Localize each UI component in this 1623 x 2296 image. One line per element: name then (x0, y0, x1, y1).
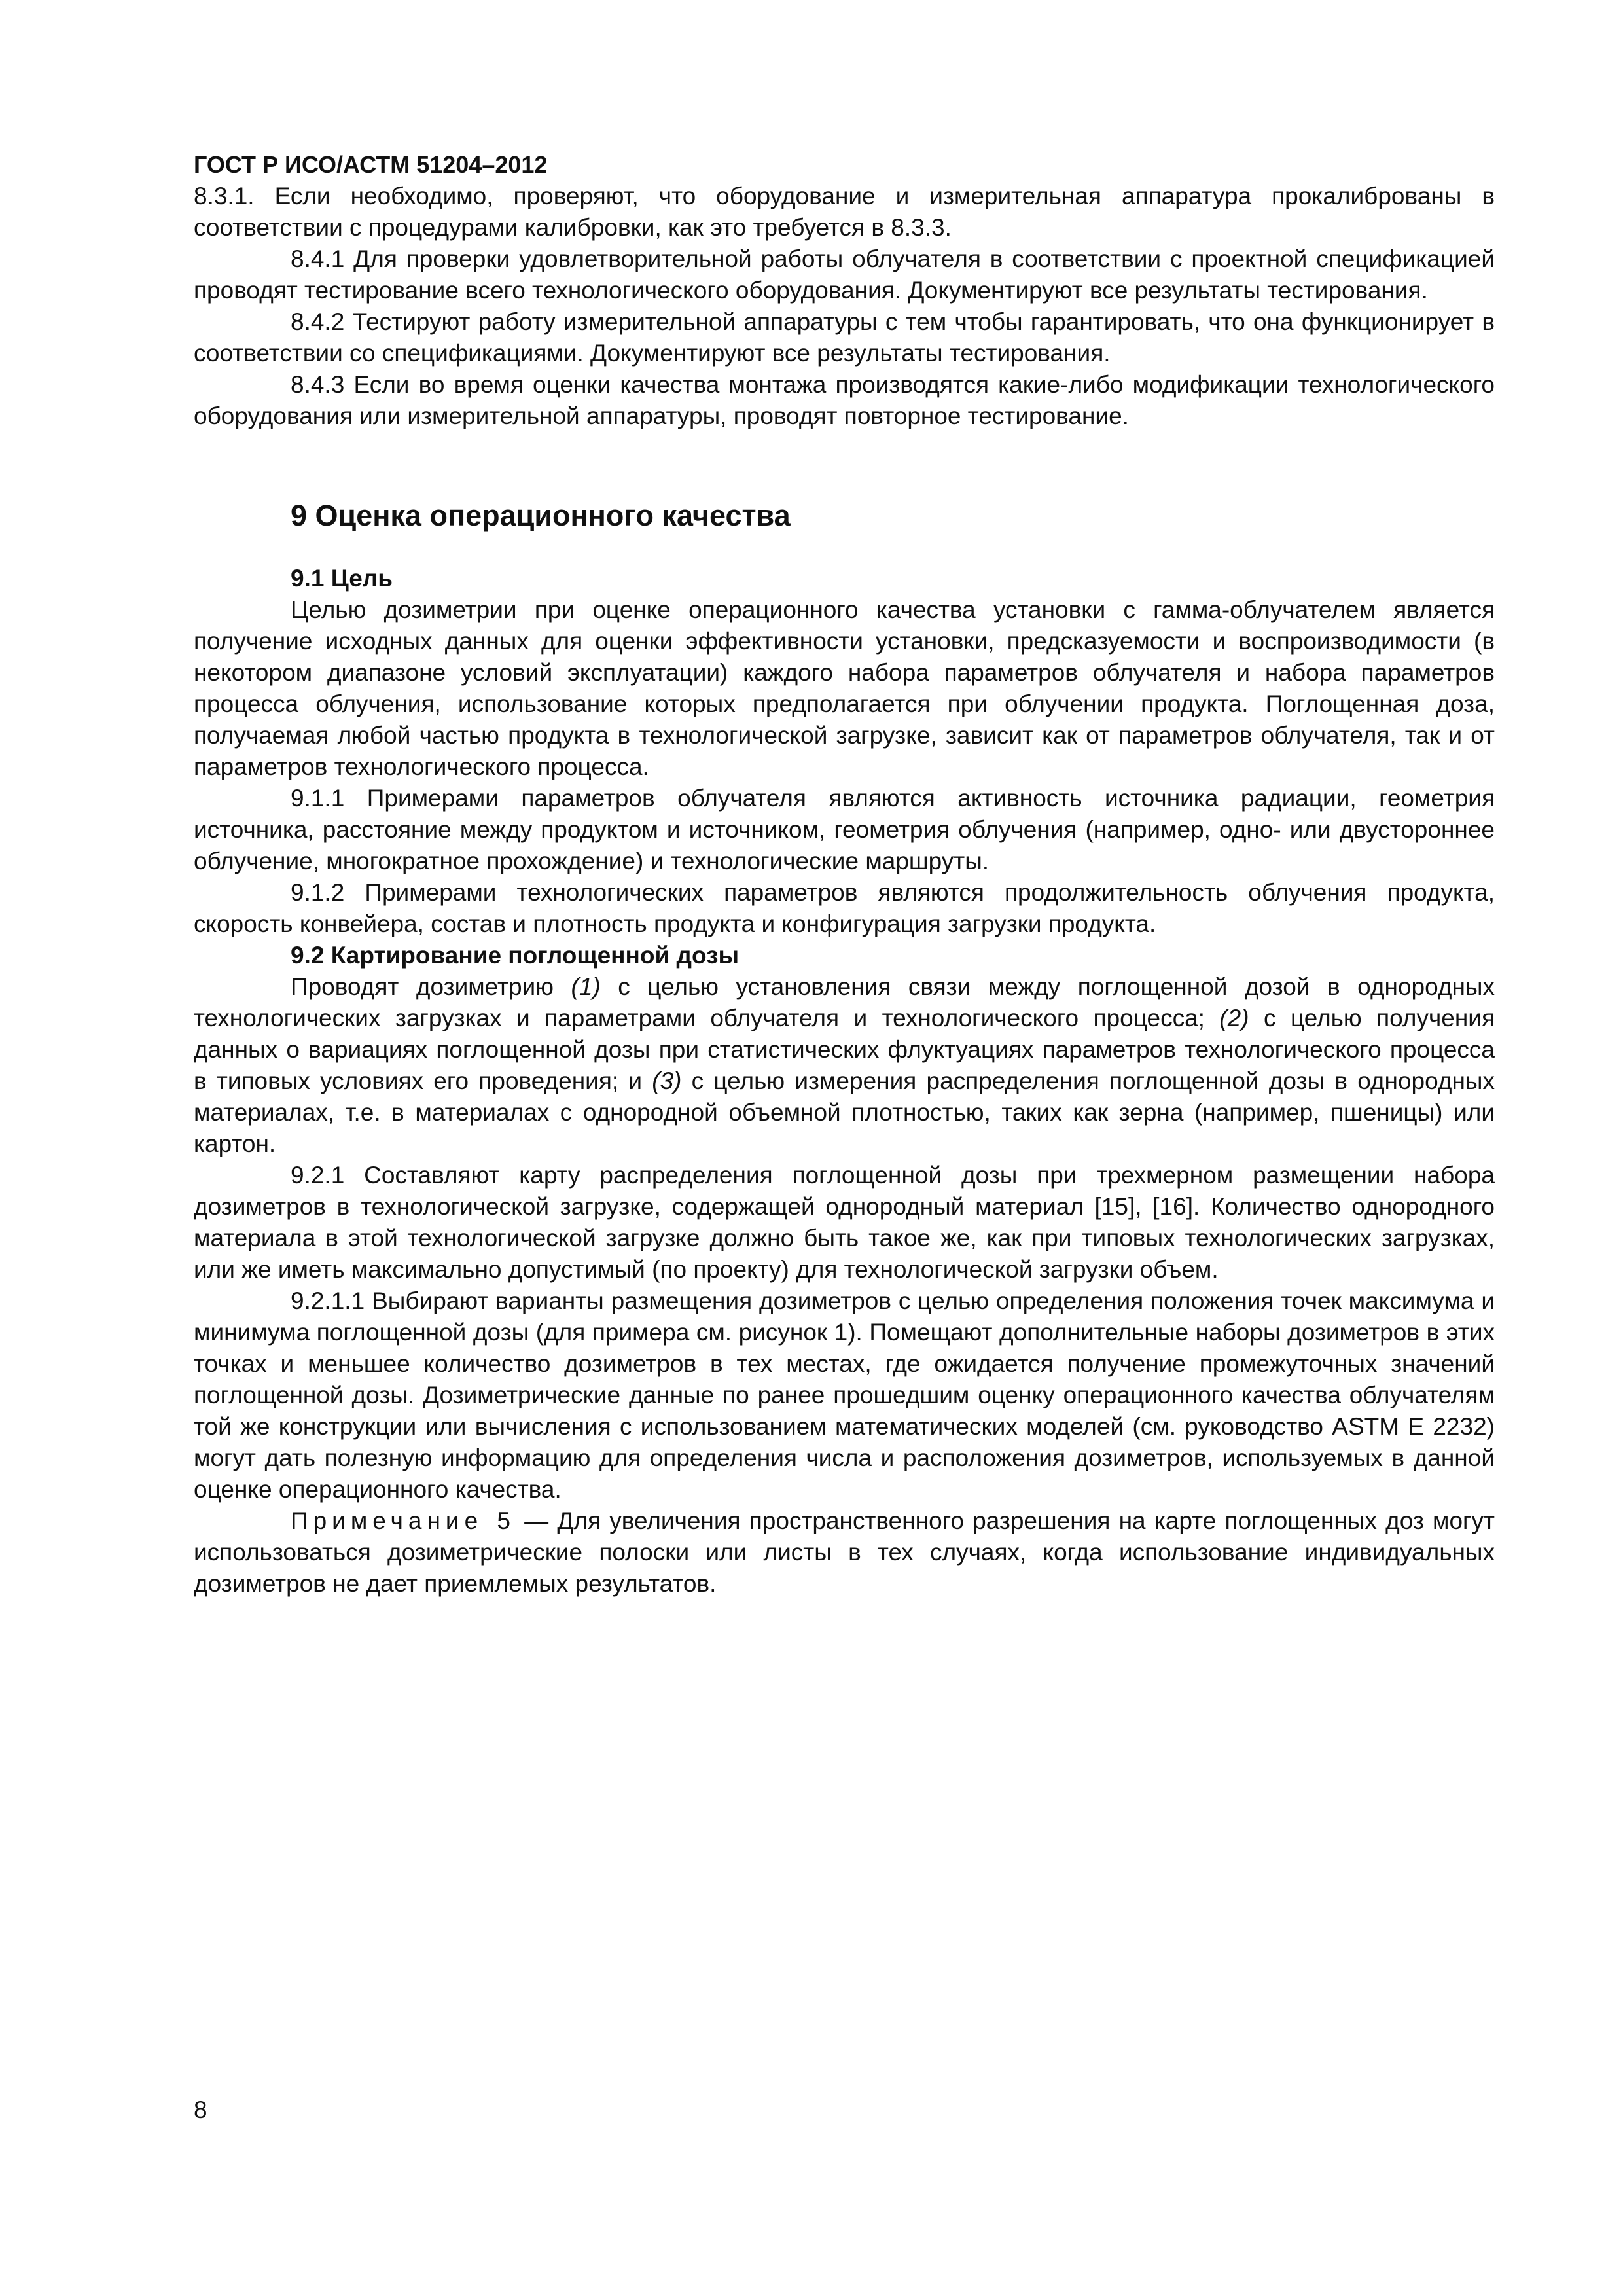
paragraph-9-2-part-a: Проводят дозиметрию (291, 973, 571, 1000)
paragraph-9-2-part-d: с целью измерения распределения поглощенной дозы в однородных материалах, т.е. в материалах с однородной объемной плотностью, таких как зерна (например, пшеницы) или картон. (194, 1067, 1495, 1157)
paragraph-8-3-1: 8.3.1. Если необходимо, проверяют, что оборудование и измерительная аппаратура прокалиброваны в соответствии с процедурами калибровки, как это требуется в 8.3.3. (194, 183, 1495, 241)
document-page (194, 149, 1495, 1600)
note-5-text: — Для увеличения пространственного разрешения на карте поглощенных доз могут использоваться дозиметрические полоски или листы в тех случаях, когда использование индивидуальных дозиметров не дает приемлемых результатов. (194, 1507, 1495, 1597)
page-number: 8 (194, 2096, 207, 2123)
paragraph-8-4-3: 8.4.3 Если во время оценки качества монтажа производятся какие-либо модификации технологического оборудования или измерительной аппаратуры, проводят повторное тестирование. (194, 371, 1495, 429)
subsection-9-1-title: 9.1 Цель (291, 565, 393, 592)
note-5-label: Примечание 5 (291, 1507, 516, 1534)
paragraph-9-2-1: 9.2.1 Составляют карту распределения поглощенной дозы при трехмерном размещении набора дозиметров в технологической загрузке, содержащей однородный материал [15], [16]. Количество однородного материала в этой технологической загрузке должно быть такое же, как при типовых технологических загрузках, или же иметь максимально допустимый (по проекту) для технологической загрузки объем. (194, 1162, 1495, 1283)
paragraph-9-1-1: 9.1.1 Примерами параметров облучателя являются активность источника радиации, геометрия источника, расстояние между продуктом и источником, геометрия облучения (например, одно- или двустороннее облучение, многократное прохождение) и технологические маршруты. (194, 785, 1495, 874)
section-9-title: 9 Оценка операционного качества (291, 499, 791, 532)
paragraph-8-4-1: 8.4.1 Для проверки удовлетворительной работы облучателя в соответствии с проектной спецификацией проводят тестирование всего технологического оборудования. Документируют все результаты тестирования. (194, 245, 1495, 304)
subsection-9-2-title: 9.2 Картирование поглощенной дозы (291, 942, 740, 969)
paragraph-9-1: Целью дозиметрии при оценке операционного качества установки с гамма-облучателем является получение исходных данных для оценки эффективности установки, предсказуемости и воспроизводимости (в некотором диапазоне условий эксплуатации) каждого набора параметров облучателя и набора параметров процесса облучения, использование которых предполагается при облучении продукта. Поглощенная доза, получаемая любой частью продукта в технологической загрузке, зависит как от параметров облучателя, так и от параметров технологического процесса. (194, 596, 1495, 780)
paragraph-9-2-part-b: с целью установления связи между поглощенной дозой в однородных технологических загрузках и параметрами облучателя и технологического процесса; (194, 973, 1495, 1031)
paragraph-8-4-2: 8.4.2 Тестируют работу измерительной аппаратуры с тем чтобы гарантировать, что она функционирует в соответствии со спецификациями. Документируют все результаты тестирования. (194, 308, 1495, 367)
paragraph-9-2-1-1: 9.2.1.1 Выбирают варианты размещения дозиметров с целью определения положения точек максимума и минимума поглощенной дозы (для примера см. рисунок 1). Помещают дополнительные наборы дозиметров в этих точках и меньшее количество дозиметров в тех местах, где ожидается получение промежуточных значений поглощенной дозы. Дозиметрические данные по ранее прошедшим оценку операционного качества облучателям той же конструкции или вычисления с использованием математических моделей (см. руководство ASTM E 2232) могут дать полезную информацию для определения числа и расположения дозиметров, используемых в данной оценке операционного качества. (194, 1287, 1495, 1503)
enumeration-marker-3: (3) (652, 1067, 682, 1094)
enumeration-marker-2: (2) (1219, 1005, 1249, 1031)
paragraph-9-1-2: 9.1.2 Примерами технологических параметров являются продолжительность облучения продукта, скорость конвейера, состав и плотность продукта и конфигурация загрузки продукта. (194, 879, 1495, 937)
enumeration-marker-1: (1) (571, 973, 601, 1000)
note-5 (194, 1505, 1495, 1600)
document-header: ГОСТ Р ИСО/АСТМ 51204–2012 (194, 151, 548, 178)
paragraph-9-2 (194, 971, 1495, 1160)
paragraph-9-2-part-c: с целью получения данных о вариациях поглощенной дозы при статистических флуктуациях параметров технологического процесса в типовых условиях его проведения; и (194, 1005, 1495, 1094)
